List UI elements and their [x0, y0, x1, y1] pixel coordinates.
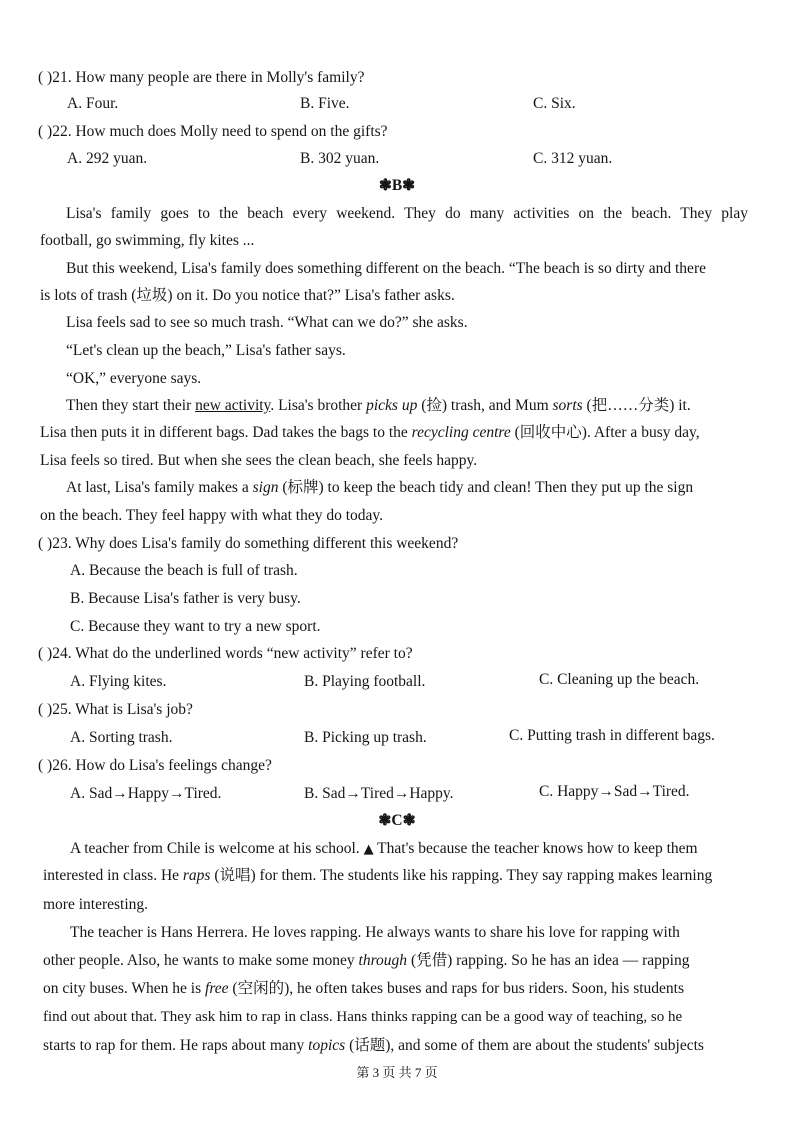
section-b-heading: ❃B❃ — [378, 177, 416, 194]
question-22-option-b: B. 302 yuan. — [300, 150, 380, 167]
question-23-stem: ( )23. Why does Lisa's family do something different this weekend? — [38, 535, 459, 552]
passage-c-p2-line2 — [43, 951, 689, 971]
passage-b-p3: Lisa feels sad to see so much trash. “What can we do?” she asks. — [66, 314, 468, 331]
question-26-stem: ( )26. How do Lisa's feelings change? — [38, 757, 272, 774]
question-26-option-a: A. Sad→Happy→Tired. — [70, 785, 222, 802]
passage-text: (标牌) to keep the beach tidy and clean! Then they put up the sign — [282, 479, 694, 496]
passage-text: At last, Lisa's family makes a — [66, 479, 249, 496]
question-25-stem: ( )25. What is Lisa's job? — [38, 701, 193, 718]
question-25-option-b: B. Picking up trash. — [304, 729, 427, 746]
italic-term: through — [358, 952, 408, 969]
passage-text: That's because the teacher knows how to keep them — [377, 840, 698, 857]
question-23-option-c: C. Because they want to try a new sport. — [70, 618, 321, 635]
passage-c-p2-line1: The teacher is Hans Herrera. He loves rapping. He always wants to share his love for rapping with — [70, 924, 680, 941]
italic-term: picks up — [366, 397, 418, 414]
question-25-option-c: C. Putting trash in different bags. — [509, 727, 715, 744]
passage-text: . Lisa's brother — [270, 397, 363, 414]
passage-b-p4: “Let's clean up the beach,” Lisa's father says. — [66, 342, 346, 359]
passage-b-p6-line2 — [40, 423, 700, 443]
passage-c-p1-line3: more interesting. — [43, 896, 149, 913]
italic-term: recycling centre — [411, 424, 511, 441]
question-23-option-a: A. Because the beach is full of trash. — [70, 562, 298, 579]
question-24-option-a: A. Flying kites. — [70, 673, 167, 690]
passage-text: other people. Also, he wants to make some money — [43, 952, 355, 969]
blank-triangle-icon: ▲ — [363, 842, 374, 857]
question-25-option-a: A. Sorting trash. — [70, 729, 173, 746]
question-21-option-a: A. Four. — [67, 95, 119, 112]
italic-term: free — [205, 980, 229, 997]
passage-c-p2-line5 — [43, 1036, 704, 1056]
passage-c-p1-line1 — [70, 839, 698, 860]
section-c-heading: ❃C❃ — [378, 812, 416, 829]
page-number-footer: 第 3 页 共 7 页 — [356, 1065, 438, 1080]
passage-text: (空闲的), he often takes buses and raps for bus riders. Soon, his students — [232, 980, 685, 997]
question-23-option-b: B. Because Lisa's father is very busy. — [70, 590, 301, 607]
passage-text: (说唱) for them. The students like his rapping. They say rapping makes learning — [214, 867, 713, 884]
passage-text: Lisa then puts it in different bags. Dad takes the bags to the — [40, 424, 408, 441]
passage-b-p1-line2: football, go swimming, fly kites ... — [40, 232, 255, 249]
passage-c-p1-line2 — [43, 866, 712, 886]
question-21-option-b: B. Five. — [300, 95, 350, 112]
passage-b-p1-line1: Lisa's family goes to the beach every weekend. They do many activities on the beach. They play — [66, 205, 748, 222]
passage-text: (把……分类) it. — [586, 397, 691, 414]
underlined-new-activity: new activity — [195, 397, 271, 414]
passage-c-p2-line4: find out about that. They ask him to rap in class. Hans thinks rapping can be a good way of teaching, so he — [43, 1009, 683, 1025]
passage-b-p7-line1 — [66, 478, 693, 498]
question-26-option-b: B. Sad→Tired→Happy. — [304, 785, 454, 802]
passage-b-p2-line2: is lots of trash (垃圾) on it. Do you notice that?” Lisa's father asks. — [40, 287, 455, 304]
question-22-option-c: C. 312 yuan. — [533, 150, 613, 167]
passage-text: interested in class. He — [43, 867, 180, 884]
passage-text: (凭借) rapping. So he has an idea — rapping — [410, 952, 690, 969]
passage-text: (捡) trash, and Mum — [421, 397, 549, 414]
passage-c-p2-line3 — [43, 979, 684, 999]
question-21-stem: ( )21. How many people are there in Molly's family? — [38, 69, 365, 86]
passage-b-p2-line1: But this weekend, Lisa's family does something different on the beach. “The beach is so dirty and there — [66, 260, 706, 277]
passage-b-p5: “OK,” everyone says. — [66, 370, 202, 387]
question-24-option-b: B. Playing football. — [304, 673, 426, 690]
question-24-stem: ( )24. What do the underlined words “new activity” refer to? — [38, 645, 413, 662]
passage-b-p7-line2: on the beach. They feel happy with what they do today. — [40, 507, 384, 524]
passage-text: on city buses. When he is — [43, 980, 202, 997]
passage-text: (话题), and some of them are about the students' subjects — [349, 1037, 704, 1054]
passage-text: A teacher from Chile is welcome at his school. — [70, 840, 360, 857]
question-21-option-c: C. Six. — [533, 95, 576, 112]
question-24-option-c: C. Cleaning up the beach. — [539, 671, 700, 688]
italic-term: sign — [252, 479, 279, 496]
question-26-option-c: C. Happy→Sad→Tired. — [539, 783, 690, 800]
passage-b-p6-line1 — [66, 396, 691, 416]
passage-text: starts to rap for them. He raps about many — [43, 1037, 305, 1054]
question-22-option-a: A. 292 yuan. — [67, 150, 148, 167]
passage-text: Then they start their — [66, 397, 192, 414]
italic-term: topics — [308, 1037, 346, 1054]
passage-b-p6-line3: Lisa feels so tired. But when she sees the clean beach, she feels happy. — [40, 452, 478, 469]
italic-term: sorts — [552, 397, 583, 414]
italic-term: raps — [182, 867, 211, 884]
passage-text: (回收中心). After a busy day, — [514, 424, 700, 441]
question-22-stem: ( )22. How much does Molly need to spend on the gifts? — [38, 123, 388, 140]
